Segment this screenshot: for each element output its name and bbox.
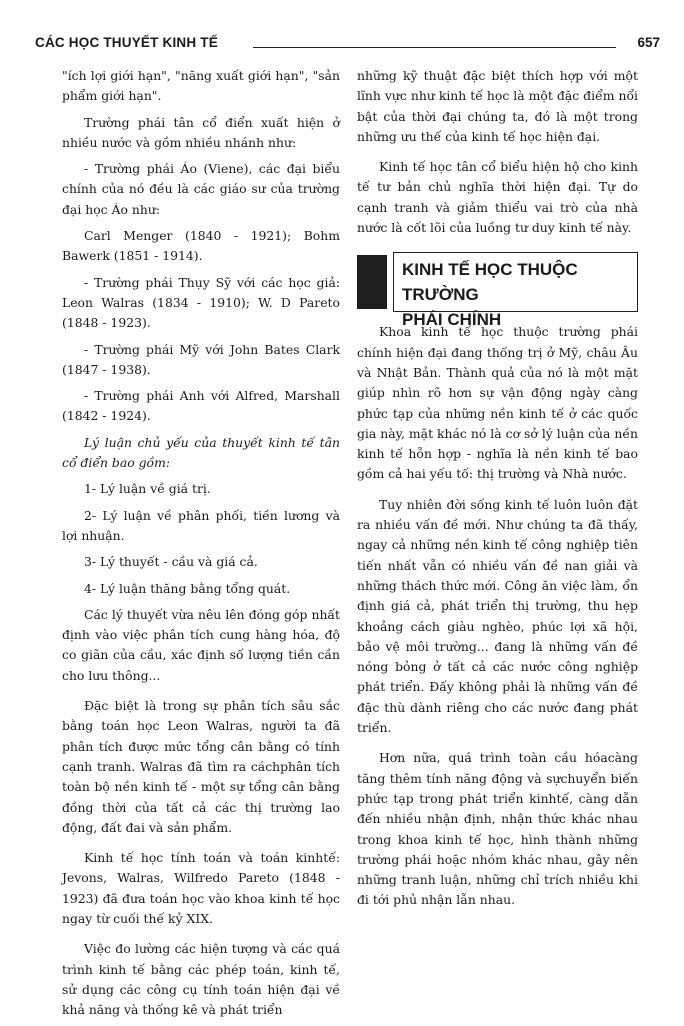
paragraph: Kinh tế học tân cổ biểu hiện hộ cho kinh tế tư bản chủ nghĩa thời hiện đại. Tự do cạnh tranh và giảm thiểu vai trò của nhà nước là cốt lõi của luồng tư duy kinh tế này. xyxy=(357,159,638,236)
paragraph: Việc đo lường các hiện tượng và các quá trình kinh tế bằng các phép toán, kinh tế, sử dụng các công cụ tính toán hiện đại về khả năng và thống kê và phát triển xyxy=(62,941,340,1018)
right-column xyxy=(357,66,638,917)
section-marker xyxy=(357,255,387,309)
page-header xyxy=(35,26,660,50)
left-column xyxy=(62,66,340,1026)
list-item: 4- Lý luận thăng bằng tổng quát. xyxy=(84,580,291,596)
section-heading-line: KINH TẾ HỌC THUỘC TRƯỜNG xyxy=(402,260,578,305)
paragraph: - Trường phái Thụy Sỹ với các học giả: Leon Walras (1834 - 1910); W. D Pareto (1848 - 1923). xyxy=(62,274,340,331)
paragraph: Đặc biệt là trong sự phân tích sâu sắc bằng toán học Leon Walras, người ta đã phân tích được mức tổng cân bằng có tính cạnh tranh. Walras đã tìm ra cáchphân tích toàn bộ nền kinh tế - một sự tổng cân bằng đồng thời của tất cả các thị trường lao động, đất đai và sản phẩm. xyxy=(62,698,340,835)
list-item: 2- Lý luận về phân phối, tiền lương và lợi nhuận. xyxy=(62,507,340,543)
list-item: 3- Lý thuyết - cầu và giá cả. xyxy=(84,554,258,570)
list-item: 1- Lý luận về giá trị. xyxy=(84,481,211,497)
paragraph: - Trường phái Anh với Alfred, Marshall (1842 - 1924). xyxy=(62,388,340,424)
header-rule xyxy=(253,47,616,48)
paragraph: Kinh tế học tính toán và toán kinhtế: Jevons, Walras, Wilfredo Pareto (1848 - 1923) đã đưa toán học vào khoa kinh tế học ngay từ cuối thế kỷ XIX. xyxy=(62,850,340,926)
paragraph: - Trường phái Áo (Viene), các đại biểu chính của nó đều là các giáo sư của trường đại học Áo như: xyxy=(62,161,340,217)
paragraph: những kỹ thuật đặc biệt thích hợp với một lĩnh vực như kinh tế học là một đặc điểm nổi bật của thời đại chúng ta, đó là một trong những ưu thế của kinh tế học hiện đại. xyxy=(357,68,638,144)
paragraph: Khoa kinh tế học thuộc trường phái chính hiện đại đang thống trị ở Mỹ, châu Âu và Nhật Bản. Thành quả của nó là một mặt giúp nhìn rõ hơn sự vận động ngày càng phức tạp của những nền kinh tế ở các quốc gia này, mặt khác nó là cơ sở lý luận của nền kinh tế hỗn hợp - nghĩa là nền kinh tế bao gồm cả hai yếu tố: thị trường và Nhà nước. xyxy=(357,324,638,482)
running-title: CÁC HỌC THUYẾT KINH TẾ xyxy=(35,35,218,50)
paragraph: Trường phái tân cổ điển xuất hiện ở nhiều nước và gồm nhiều nhánh như: xyxy=(62,114,340,150)
section-heading-box xyxy=(357,252,638,330)
paragraph: Hơn nữa, quá trình toàn cầu hóacàng tăng thêm tính năng động và sựchuyển biến phức tạp trong phát triển kinhtế, càng dẫn đến nhiều nhận định, nhận thức khác nhau trong khoa kinh tế học, hình thành những trường phái hoặc nhóm khác nhau, gây nên những tranh luận, những chỉ trích nhiều khi đi tới phủ nhận lẫn nhau. xyxy=(357,750,638,908)
paragraph: - Trường phái Mỹ với John Bates Clark (1847 - 1938). xyxy=(62,341,340,377)
page-number: 657 xyxy=(637,35,660,50)
paragraph: Tuy nhiên đời sống kinh tế luôn luôn đặt ra nhiều vấn đề mới. Như chúng ta đã thấy, ngay cả những nền kinh tế công nghiệp tiên tiến nhất vẫn có nhiều vấn đề nan giải và những thách thức mới. Công ăn việc làm, ổn định giá cả, phát triển thị trường, thu hẹp khoảng cách giàu nghèo, phúc lợi xã hội, bảo vệ môi trường... đang là những vấn đề nóng bỏng ở tất cả các nước công nghiệp phát triển. Đấy không phải là những vấn đề đặc thù dành riêng cho các nước đang phát triển. xyxy=(357,496,638,736)
paragraph: Carl Menger (1840 - 1921); Bohm Bawerk (1851 - 1914). xyxy=(62,228,340,264)
paragraph-italic: Lý luận chủ yếu của thuyết kinh tế tân cổ điển bao gồm: xyxy=(62,434,340,471)
paragraph: "ích lợi giới hạn", "năng xuất giới hạn", "sản phẩm giới hạn". xyxy=(62,68,340,104)
section-heading xyxy=(393,252,638,330)
paragraph: Các lý thuyết vừa nêu lên đóng góp nhất định vào việc phân tích cung hàng hóa, độ co giãn của cầu, xác định số lượng tiền cần cho lưu thông... xyxy=(62,606,340,683)
section-heading-line: PHÁI CHÍNH xyxy=(402,310,502,330)
